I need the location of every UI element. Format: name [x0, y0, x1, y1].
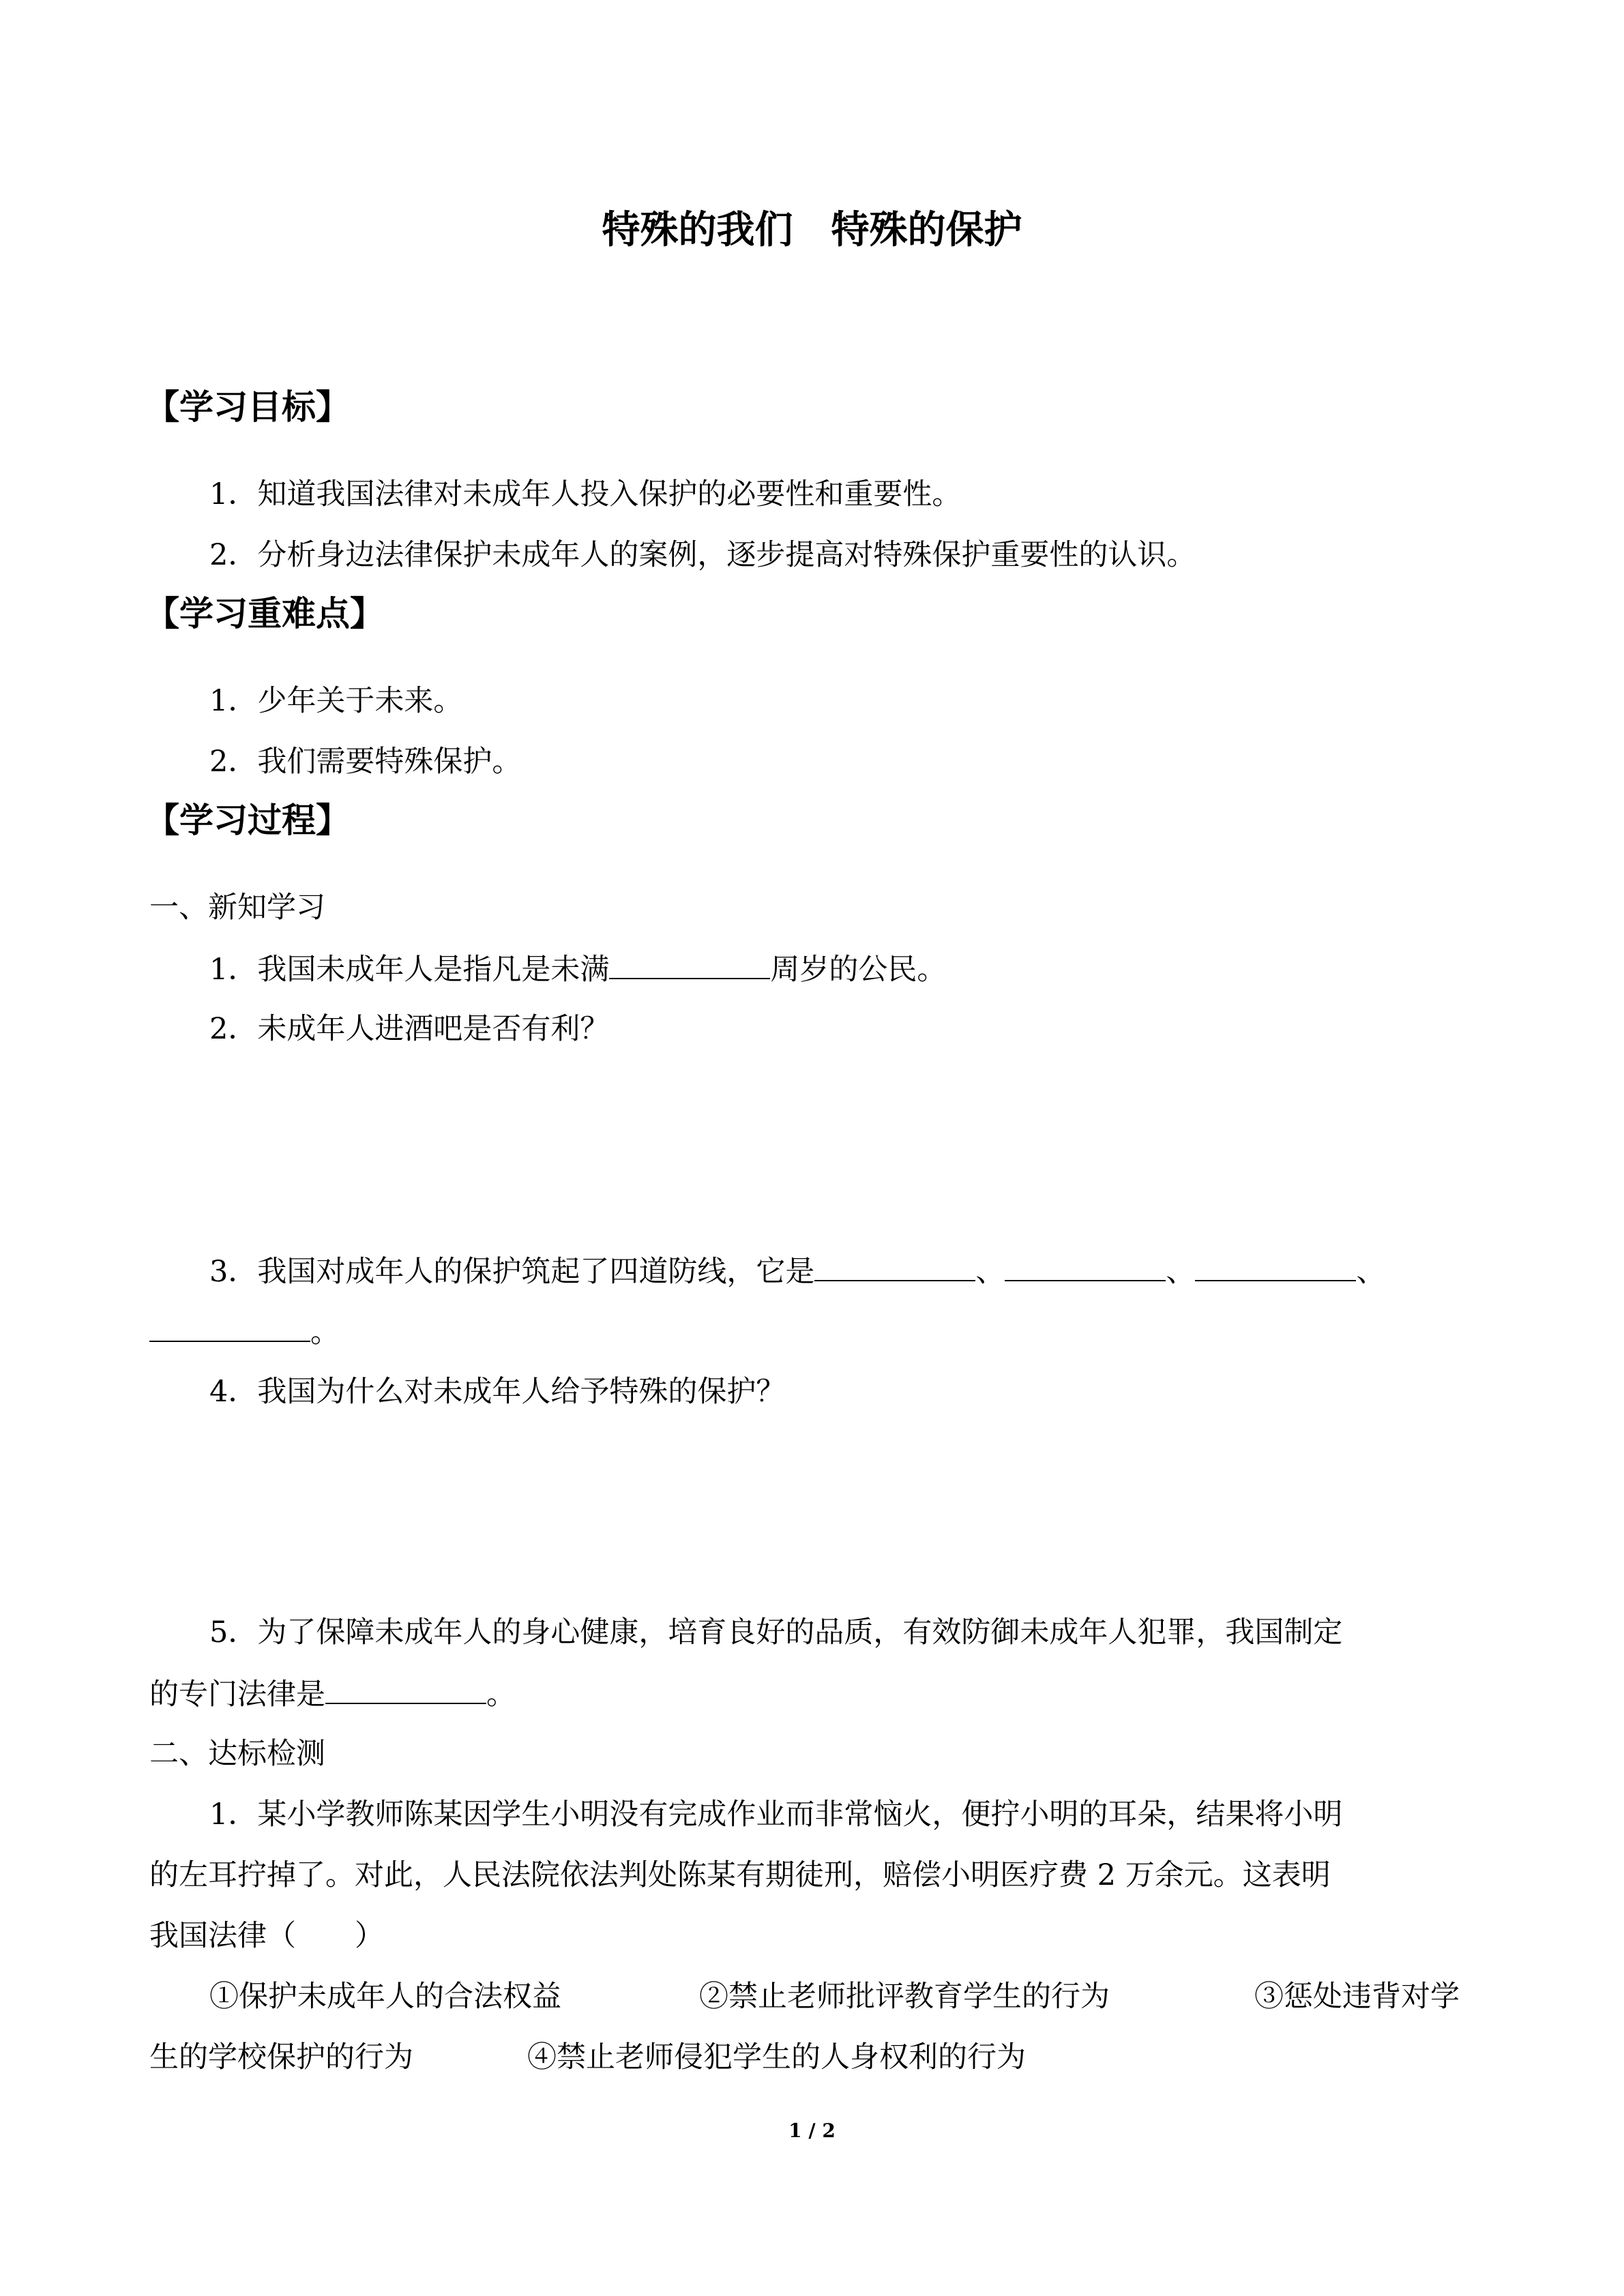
check-question-1-line-3: 我国法律（ ）	[149, 1919, 384, 1953]
question-5-line-1: 5．为了保障未成年人的身心健康，培育良好的品质，有效防御未成年人犯罪，我国制定	[209, 1615, 1343, 1650]
page-number: 1 / 2	[788, 2119, 836, 2142]
answer-blank	[609, 948, 770, 979]
option-3-continuation: 生的学校保护的行为	[149, 2040, 413, 2074]
question-1	[209, 948, 946, 990]
section-heading-process: 【学习过程】	[145, 801, 350, 840]
page-title: 特殊的我们 特殊的保护	[602, 208, 1022, 252]
goal-item-1: 1．知道我国法律对未成年人投入保护的必要性和重要性。	[209, 477, 962, 511]
option-2: ②禁止老师批评教育学生的行为	[699, 1980, 1110, 2014]
answer-blank	[149, 1311, 310, 1342]
question-1-suffix: 周岁的公民。	[770, 953, 947, 987]
separator: 、	[1166, 1255, 1196, 1289]
question-5-line-2	[149, 1673, 516, 1715]
question-5-text: 的专门法律是	[149, 1678, 325, 1712]
question-1-text: 1．我国未成年人是指凡是未满	[209, 953, 610, 987]
question-3-end: 。	[310, 1315, 340, 1350]
check-question-1-line-1: 1．某小学教师陈某因学生小明没有完成作业而非常恼火，便拧小明的耳朵，结果将小明	[209, 1798, 1343, 1832]
answer-blank	[1005, 1250, 1166, 1281]
goal-item-2: 2．分析身边法律保护未成年人的案例，逐步提高对特殊保护重要性的认识。	[209, 538, 1196, 572]
option-3: ③惩处违背对学	[1254, 1980, 1460, 2014]
section-heading-goals: 【学习目标】	[145, 387, 350, 427]
section-heading-key-points: 【学习重难点】	[145, 594, 384, 633]
answer-blank	[325, 1673, 486, 1704]
key-point-item-2: 2．我们需要特殊保护。	[209, 745, 522, 779]
part1-label: 一、新知学习	[149, 891, 325, 925]
key-point-item-1: 1．少年关于未来。	[209, 684, 463, 718]
separator: 、	[975, 1255, 1005, 1289]
question-3-text: 3．我国对成年人的保护筑起了四道防线，它是	[209, 1255, 815, 1289]
part2-label: 二、达标检测	[149, 1737, 325, 1771]
question-3	[209, 1250, 1385, 1292]
question-2: 2．未成年人进酒吧是否有利？	[209, 1012, 610, 1046]
answer-blank	[814, 1250, 975, 1281]
option-1: ①保护未成年人的合法权益	[209, 1980, 561, 2014]
check-question-1-line-2: 的左耳拧掉了。对此，人民法院依法判处陈某有期徒刑，赔偿小明医疗费 2 万余元。这表明	[149, 1858, 1331, 1892]
separator: 、	[1356, 1255, 1386, 1289]
question-5-end: 。	[486, 1678, 516, 1712]
question-4: 4．我国为什么对未成年人给予特殊的保护？	[209, 1375, 786, 1409]
option-4: ④禁止老师侵犯学生的人身权利的行为	[527, 2040, 1026, 2074]
question-3-continuation	[149, 1311, 340, 1353]
answer-blank	[1195, 1250, 1356, 1281]
